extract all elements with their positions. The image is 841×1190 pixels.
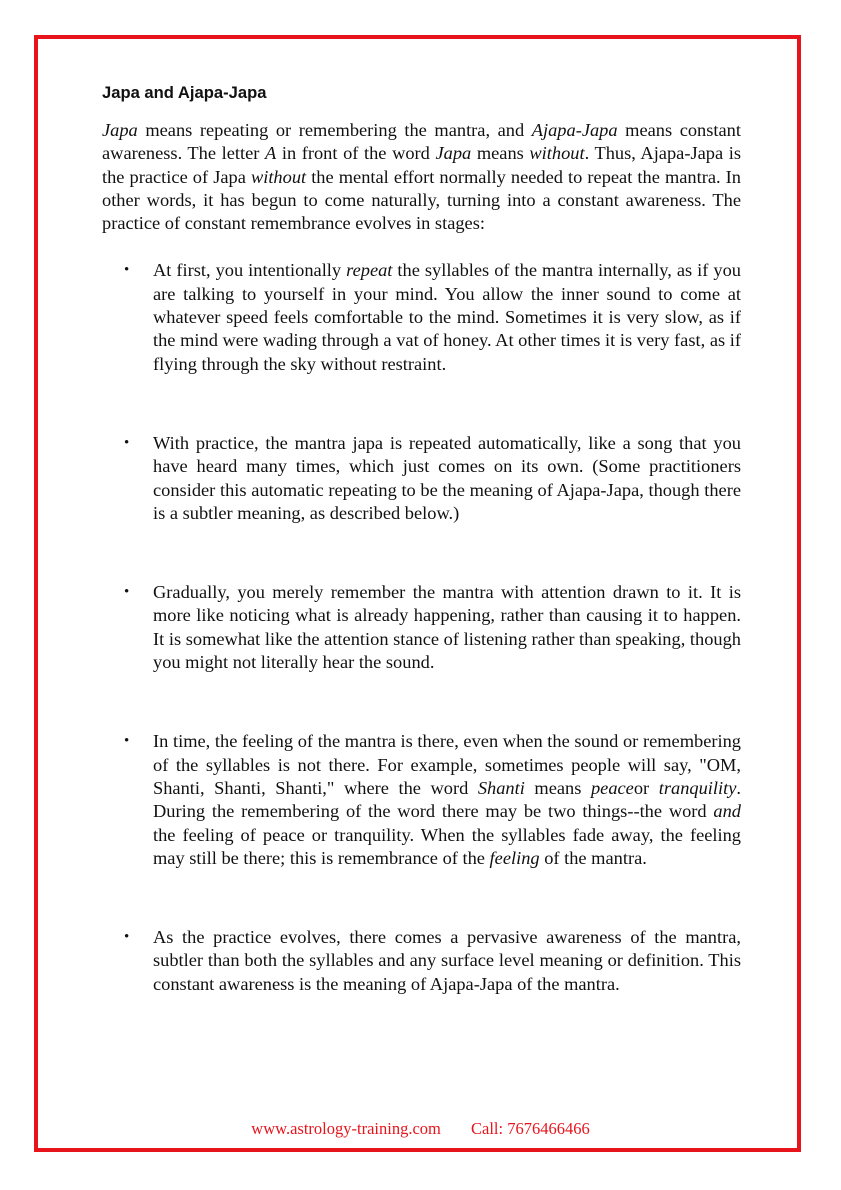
intro-paragraph: Japa means repeating or remembering the mantra, and Ajapa-Japa means constant awareness. The letter A in front of the word Japa means without. Thus, Ajapa-Japa is the practice of Japa without the mental effort normally needed to repeat the mantra. In other words, it has begun to come naturally, turning into a constant awareness. The practice of constant remembrance evolves in stages: bbox=[102, 120, 741, 234]
page-footer bbox=[0, 1119, 841, 1139]
list-item-text: At first, you intentionally repeat the syllables of the mantra internally, as if you are talking to yourself in your mind. You allow the inner sound to come at whatever speed feels comfortable to the mind. Sometimes it is very slow, as if the mind were wading through a vat of honey. At other times it is very fast, as if flying through the sky without restraint. bbox=[153, 260, 741, 374]
bullet-icon: • bbox=[124, 733, 130, 750]
emphasis-text: feeling bbox=[489, 847, 540, 868]
emphasis-text: Japa bbox=[435, 143, 472, 164]
emphasis-text: Shanti bbox=[477, 777, 525, 798]
list-item bbox=[102, 259, 741, 375]
list-item bbox=[102, 581, 741, 674]
document-body bbox=[102, 82, 741, 996]
list-item bbox=[102, 432, 741, 525]
bullet-icon: • bbox=[124, 434, 130, 451]
emphasis-text: and bbox=[713, 801, 741, 822]
stages-list bbox=[102, 259, 741, 996]
list-item-text: As the practice evolves, there comes a pervasive awareness of the mantra, subtler than both the syllables and any surface level meaning or definition. This constant awareness is the meaning of Ajapa-Japa of the mantra. bbox=[153, 927, 741, 994]
emphasis-text: Ajapa-Japa bbox=[531, 120, 618, 140]
section-heading: Japa and Ajapa-Japa bbox=[102, 83, 267, 102]
list-item bbox=[102, 926, 741, 996]
list-item-text: With practice, the mantra japa is repeated automatically, like a song that you have heard many times, which just comes on its own. (Some practitioners consider this automatic repeating to be the meaning of Ajapa-Japa, though there is a subtler meaning, as described below.) bbox=[153, 432, 741, 523]
emphasis-text: Japa bbox=[102, 120, 138, 140]
emphasis-text: tranquility bbox=[658, 777, 737, 798]
emphasis-text: without bbox=[250, 166, 307, 187]
phone-number: Call: 7676466466 bbox=[470, 1119, 590, 1138]
bullet-icon: • bbox=[124, 929, 130, 946]
list-item-text: Gradually, you merely remember the mantra with attention drawn to it. It is more like noticing what is already happening, rather than causing it to happen. It is somewhat like the attention stance of listening rather than speaking, though you might not literally hear the sound. bbox=[153, 582, 741, 673]
emphasis-text: repeat bbox=[346, 260, 393, 281]
emphasis-text: peace bbox=[590, 777, 634, 798]
list-item bbox=[102, 730, 741, 870]
emphasis-text: without bbox=[529, 143, 585, 164]
website-link[interactable]: www.astrology-training.com bbox=[251, 1119, 441, 1138]
emphasis-text: A bbox=[265, 143, 277, 164]
list-item-text: In time, the feeling of the mantra is there, even when the sound or remembering of the syllables is not there. For example, sometimes people will say, "OM, Shanti, Shanti, Shanti," where the word Shanti means peaceor tranquility. During the remembering of the word there may be two things--the word and the feeling of peace or tranquility. When the syllables fade away, the feeling may still be there; this is remembrance of the feeling of the mantra. bbox=[153, 731, 742, 868]
bullet-icon: • bbox=[124, 262, 130, 279]
bullet-icon: • bbox=[124, 584, 130, 601]
